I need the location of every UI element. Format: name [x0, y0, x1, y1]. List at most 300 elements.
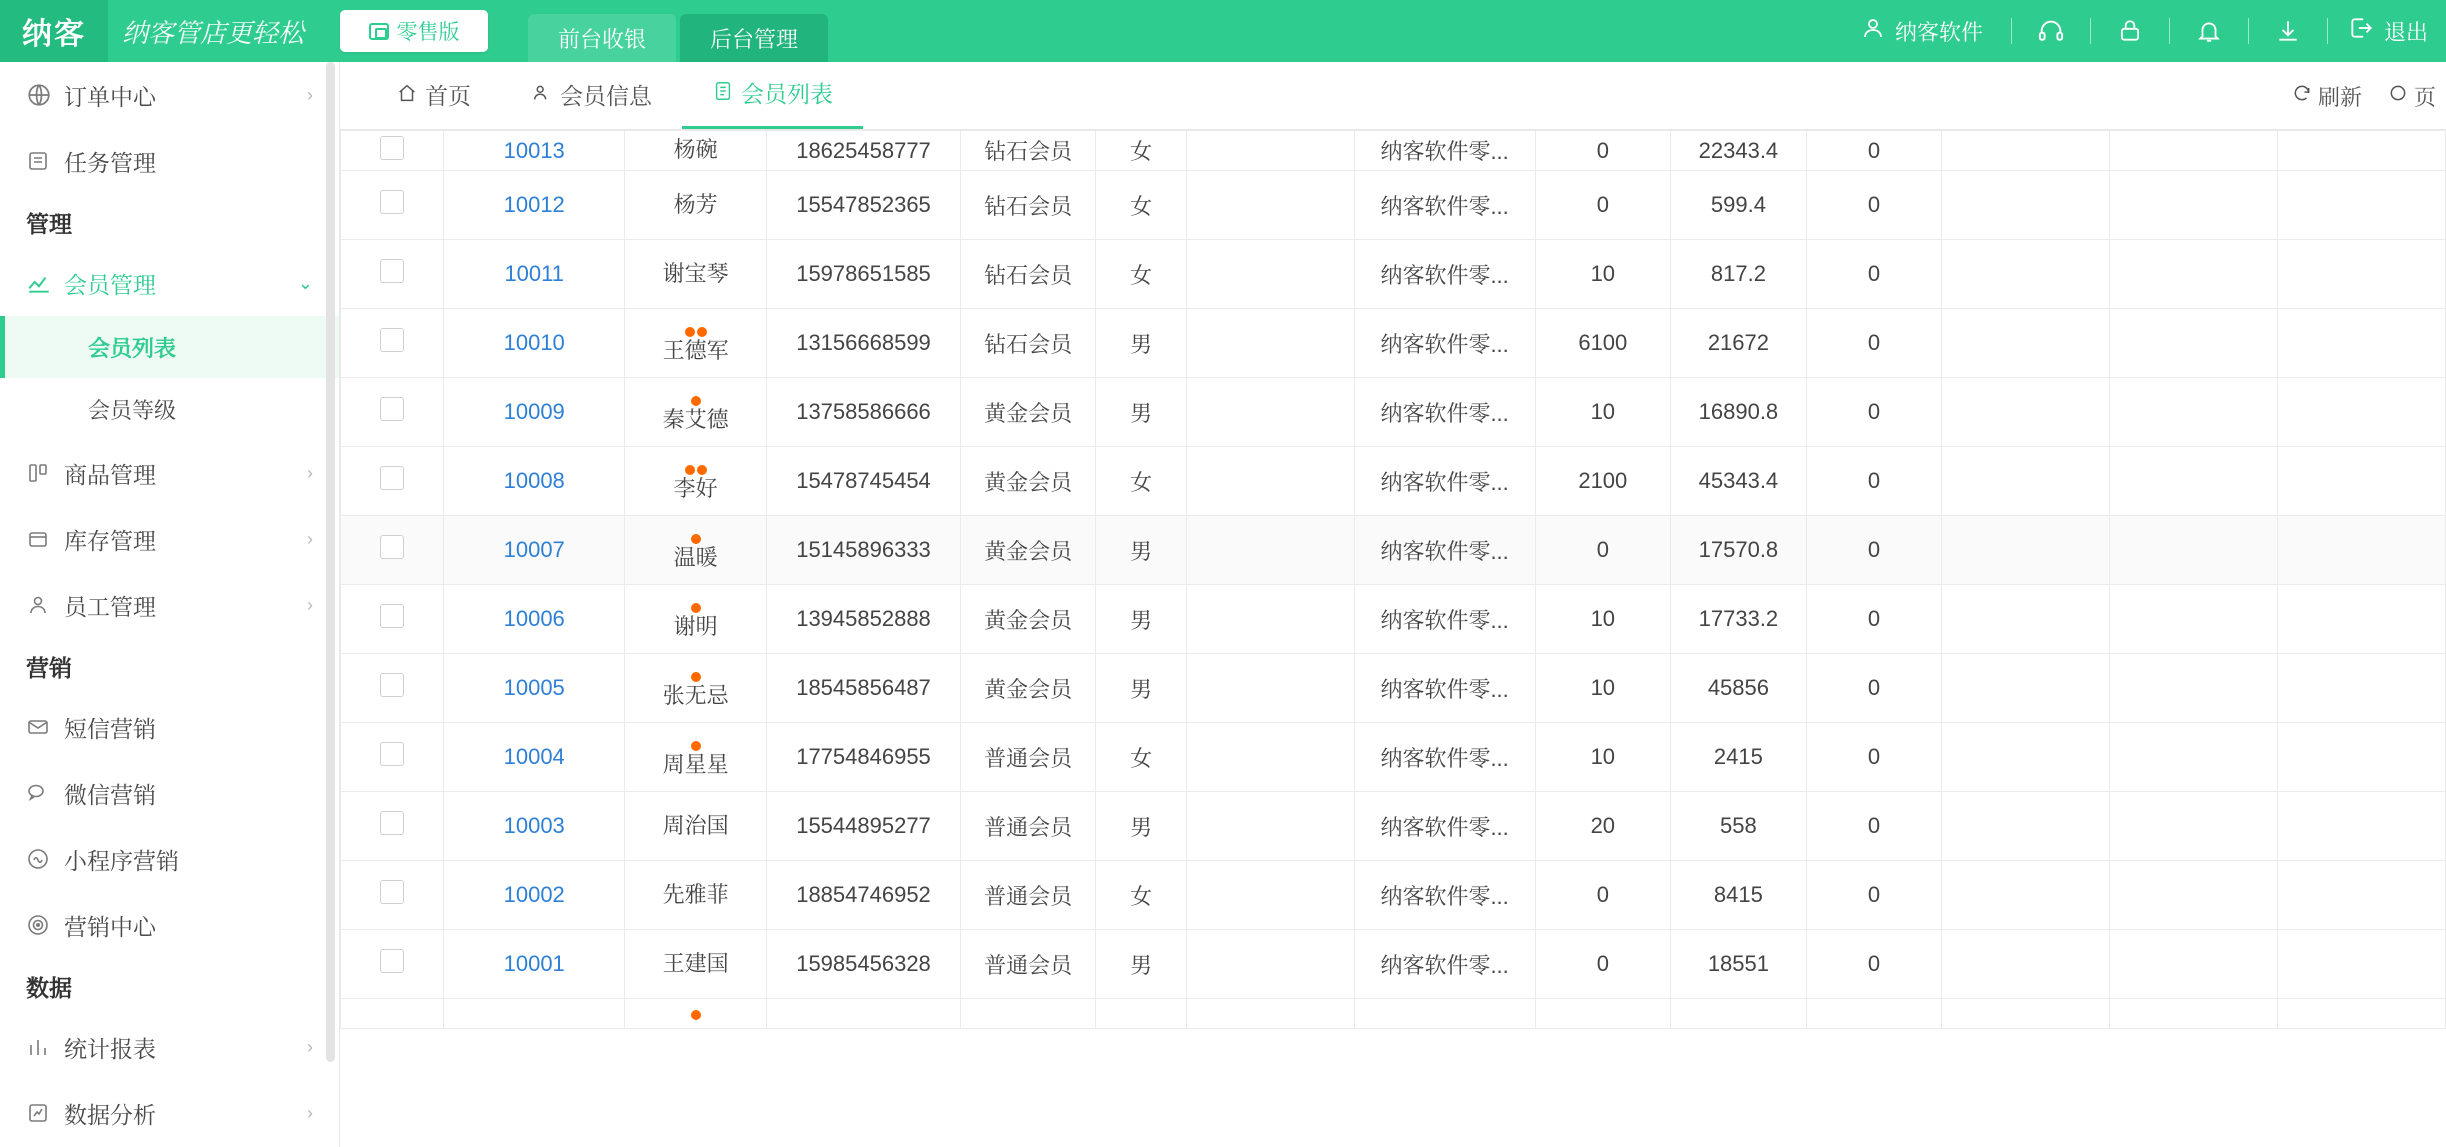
row-level [960, 999, 1096, 1029]
sidebar-item-marketing-center-label: 营销中心 [64, 913, 156, 940]
row-extra-2 [2110, 654, 2278, 723]
member-rank-dots [631, 392, 760, 406]
row-id[interactable] [444, 585, 625, 654]
row-id-link[interactable]: 10003 [503, 813, 565, 838]
row-checkbox-cell[interactable] [341, 654, 444, 723]
sidebar-item-order-center[interactable] [0, 62, 339, 128]
row-points: 20 [1535, 792, 1671, 861]
sidebar-item-sms-marketing-label: 短信营销 [64, 715, 156, 742]
row-checkbox[interactable] [380, 466, 404, 490]
bell-icon[interactable] [2182, 18, 2236, 44]
sidebar-item-member-list-label: 会员列表 [88, 335, 177, 361]
row-store: 纳客软件零... [1354, 792, 1535, 861]
table-row[interactable] [341, 447, 2446, 516]
row-checkbox-cell[interactable] [341, 447, 444, 516]
page-menu-label: 页 [2413, 84, 2436, 110]
sidebar-scrollbar[interactable] [326, 62, 335, 1062]
row-checkbox-cell[interactable] [341, 999, 444, 1029]
table-row[interactable] [341, 792, 2446, 861]
row-checkbox[interactable] [380, 190, 404, 214]
row-points: 6100 [1535, 309, 1671, 378]
chevron-right-icon-4: › [307, 594, 313, 615]
row-amount: 17570.8 [1671, 516, 1807, 585]
row-extra-3 [2278, 309, 2446, 378]
top-divider-2 [2090, 18, 2091, 44]
sidebar-item-statistics-report-label: 统计报表 [64, 1035, 156, 1062]
user-name: 纳客软件 [1894, 19, 1983, 45]
row-gender [1096, 999, 1186, 1029]
member-rank-dots [631, 737, 760, 751]
home-icon [396, 63, 418, 129]
row-checkbox-cell[interactable] [341, 792, 444, 861]
row-id-link[interactable]: 10011 [504, 261, 564, 286]
sidebar-item-member-level[interactable] [0, 378, 339, 440]
row-phone: 13945852888 [767, 585, 961, 654]
version-icon [369, 23, 389, 40]
applet-icon [26, 847, 64, 871]
row-checkbox[interactable] [380, 742, 404, 766]
row-extra-3 [2278, 792, 2446, 861]
row-name-text: 谢宝琴 [662, 260, 729, 286]
mode-tabs [528, 0, 832, 62]
table-row[interactable] [341, 378, 2446, 447]
row-zero: 0 [1806, 516, 1942, 585]
row-extra-1 [1942, 516, 2110, 585]
row-store: 纳客软件零... [1354, 171, 1535, 240]
row-name [625, 131, 767, 171]
row-id-link[interactable]: 10001 [503, 951, 565, 976]
row-phone: 15547852365 [767, 171, 961, 240]
row-gender: 女 [1096, 171, 1186, 240]
row-name [625, 654, 767, 723]
row-extra-1 [1942, 131, 2110, 171]
row-extra-3 [2278, 654, 2446, 723]
row-checkbox-cell[interactable] [341, 378, 444, 447]
row-zero: 0 [1806, 378, 1942, 447]
row-name-text: 周星星 [662, 751, 729, 777]
row-checkbox-cell[interactable] [341, 131, 444, 171]
row-zero: 0 [1806, 240, 1942, 309]
row-blank [1186, 723, 1354, 792]
row-phone: 15978651585 [767, 240, 961, 309]
row-zero: 0 [1806, 723, 1942, 792]
sidebar-item-sms-marketing[interactable] [0, 694, 339, 760]
row-gender: 男 [1096, 792, 1186, 861]
table-row[interactable] [341, 585, 2446, 654]
sidebar-item-member-management[interactable] [0, 250, 339, 316]
sidebar-item-data-analysis-label: 数据分析 [64, 1101, 156, 1128]
row-zero: 0 [1806, 171, 1942, 240]
row-checkbox[interactable] [380, 949, 404, 973]
row-extra-3 [2278, 240, 2446, 309]
row-id-link[interactable]: 10009 [503, 399, 565, 424]
row-extra-3 [2278, 930, 2446, 999]
breadcrumb-tab-member-list[interactable] [682, 63, 863, 129]
row-name-text: 王德军 [662, 337, 729, 363]
tab-backend-management[interactable] [680, 14, 828, 62]
row-checkbox-cell[interactable] [341, 723, 444, 792]
row-id[interactable] [444, 447, 625, 516]
row-points: 10 [1535, 723, 1671, 792]
row-gender: 男 [1096, 516, 1186, 585]
tab-frontend-cashier-label: 前台收银 [558, 26, 647, 52]
globe-icon [26, 82, 64, 108]
row-level: 黄金会员 [960, 516, 1096, 585]
row-id[interactable] [444, 516, 625, 585]
row-checkbox[interactable] [380, 880, 404, 904]
row-points: 0 [1535, 516, 1671, 585]
row-gender: 男 [1096, 378, 1186, 447]
breadcrumb-tab-member-info-label: 会员信息 [560, 82, 652, 109]
row-name-text: 周治国 [662, 812, 729, 838]
row-checkbox[interactable] [380, 811, 404, 835]
row-extra-2 [2110, 999, 2278, 1029]
sidebar-item-staff-management-label: 员工管理 [64, 593, 156, 620]
row-points: 0 [1535, 861, 1671, 930]
breadcrumb-tab-home-label: 首页 [425, 82, 471, 109]
member-rank-dots [631, 599, 760, 613]
row-store: 纳客软件零... [1354, 930, 1535, 999]
row-store: 纳客软件零... [1354, 378, 1535, 447]
member-table-body [341, 131, 2446, 1029]
row-blank [1186, 171, 1354, 240]
sidebar-item-task-management-label: 任务管理 [64, 149, 156, 176]
tab-backend-management-label: 后台管理 [710, 26, 799, 52]
row-extra-2 [2110, 516, 2278, 585]
row-store: 纳客软件零... [1354, 516, 1535, 585]
row-extra-1 [1942, 654, 2110, 723]
sidebar-group-data [0, 958, 339, 1014]
breadcrumb-tab-member-list-label: 会员列表 [741, 81, 833, 107]
sidebar-item-member-list[interactable] [0, 316, 339, 378]
row-checkbox[interactable] [380, 673, 404, 697]
row-level: 钻石会员 [960, 240, 1096, 309]
row-points: 10 [1535, 585, 1671, 654]
row-zero: 0 [1806, 309, 1942, 378]
row-store: 纳客软件零... [1354, 723, 1535, 792]
refresh-label: 刷新 [2317, 84, 2362, 110]
member-rank-dots [631, 530, 760, 544]
row-level: 黄金会员 [960, 378, 1096, 447]
row-phone: 15985456328 [767, 930, 961, 999]
row-checkbox-cell[interactable] [341, 240, 444, 309]
row-points: 2100 [1535, 447, 1671, 516]
row-phone: 15478745454 [767, 447, 961, 516]
row-name [625, 309, 767, 378]
table-row[interactable] [341, 654, 2446, 723]
row-blank [1186, 585, 1354, 654]
refresh-button[interactable] [2292, 81, 2362, 112]
row-extra-1 [1942, 447, 2110, 516]
row-phone: 18625458777 [767, 131, 961, 171]
row-checkbox-cell[interactable] [341, 309, 444, 378]
row-id-link[interactable]: 10013 [503, 137, 565, 163]
row-name [625, 861, 767, 930]
row-id-link[interactable]: 10010 [503, 330, 565, 355]
sidebar-item-member-management-label: 会员管理 [64, 271, 156, 298]
table-row[interactable] [341, 171, 2446, 240]
row-amount: 16890.8 [1671, 378, 1807, 447]
row-amount [1671, 999, 1807, 1029]
chevron-right-icon-6: › [307, 1102, 313, 1123]
row-id[interactable] [444, 378, 625, 447]
row-amount: 45343.4 [1671, 447, 1807, 516]
row-extra-3 [2278, 516, 2446, 585]
breadcrumb-tab-member-info[interactable] [501, 63, 682, 129]
table-row[interactable] [341, 930, 2446, 999]
table-row[interactable] [341, 309, 2446, 378]
main-content [340, 62, 2446, 1147]
sidebar-item-member-level-label: 会员等级 [88, 397, 177, 423]
row-extra-1 [1942, 930, 2110, 999]
row-gender: 女 [1096, 447, 1186, 516]
version-button-label: 零售版 [396, 21, 460, 44]
row-id[interactable] [444, 930, 625, 999]
row-id-link[interactable]: 10004 [503, 744, 565, 769]
row-extra-2 [2110, 309, 2278, 378]
app-logo [0, 0, 108, 62]
row-id[interactable] [444, 171, 625, 240]
row-points: 0 [1535, 171, 1671, 240]
table-row[interactable] [341, 723, 2446, 792]
table-row[interactable] [341, 131, 2446, 171]
row-points: 0 [1535, 131, 1671, 171]
sidebar [0, 62, 340, 1147]
sidebar-group-marketing [0, 638, 339, 694]
row-points: 0 [1535, 930, 1671, 999]
row-extra-2 [2110, 723, 2278, 792]
sidebar-item-staff-management[interactable] [0, 572, 339, 638]
row-amount: 17733.2 [1671, 585, 1807, 654]
breadcrumb [340, 62, 2446, 130]
row-id-link[interactable]: 10012 [503, 192, 565, 217]
row-level: 黄金会员 [960, 447, 1096, 516]
sidebar-item-order-center-label: 订单中心 [64, 83, 156, 110]
row-zero: 0 [1806, 861, 1942, 930]
target-icon [26, 913, 64, 937]
row-extra-2 [2110, 792, 2278, 861]
row-name-text: 秦艾德 [662, 406, 729, 432]
row-name [625, 585, 767, 654]
sidebar-group-marketing-label: 营销 [26, 654, 72, 681]
row-blank [1186, 131, 1354, 171]
row-extra-3 [2278, 585, 2446, 654]
row-checkbox-cell[interactable] [341, 930, 444, 999]
sidebar-group-management-label: 管理 [26, 210, 72, 237]
sidebar-item-applet-marketing[interactable] [0, 826, 339, 892]
row-extra-3 [2278, 447, 2446, 516]
row-blank [1186, 378, 1354, 447]
row-extra-2 [2110, 131, 2278, 171]
sidebar-group-data-label: 数据 [26, 974, 72, 1001]
row-id-link[interactable]: 10007 [503, 537, 565, 562]
row-checkbox-cell[interactable] [341, 516, 444, 585]
row-extra-3 [2278, 999, 2446, 1029]
row-points: 10 [1535, 654, 1671, 723]
row-checkbox[interactable] [380, 136, 404, 160]
row-name-text: 李好 [673, 475, 718, 501]
row-name [625, 447, 767, 516]
row-id-link[interactable]: 10002 [503, 882, 565, 907]
member-table [340, 130, 2446, 1029]
row-store: 纳客软件零... [1354, 654, 1535, 723]
row-checkbox-cell[interactable] [341, 171, 444, 240]
row-checkbox[interactable] [380, 604, 404, 628]
row-store: 纳客软件零... [1354, 861, 1535, 930]
row-extra-2 [2110, 240, 2278, 309]
row-gender: 男 [1096, 654, 1186, 723]
sidebar-item-inventory-management[interactable] [0, 506, 339, 572]
table-row[interactable] [341, 999, 2446, 1029]
top-divider-3 [2169, 18, 2170, 44]
row-points: 10 [1535, 240, 1671, 309]
row-extra-2 [2110, 585, 2278, 654]
row-phone: 13156668599 [767, 309, 961, 378]
row-amount: 21672 [1671, 309, 1807, 378]
row-phone: 18545856487 [767, 654, 961, 723]
row-checkbox[interactable] [380, 535, 404, 559]
row-id[interactable] [444, 723, 625, 792]
row-phone: 13758586666 [767, 378, 961, 447]
chevron-down-icon: ⌄ [297, 272, 313, 293]
row-gender: 女 [1096, 240, 1186, 309]
row-name-text: 先雅菲 [662, 881, 729, 907]
row-name [625, 999, 767, 1029]
chevron-right-icon-3: › [307, 528, 313, 549]
row-amount: 558 [1671, 792, 1807, 861]
row-extra-2 [2110, 447, 2278, 516]
sidebar-item-data-analysis[interactable] [0, 1080, 339, 1146]
member-rank-dots [631, 1006, 760, 1020]
row-amount: 45856 [1671, 654, 1807, 723]
row-extra-2 [2110, 930, 2278, 999]
wechat-icon [26, 781, 64, 805]
row-level: 普通会员 [960, 723, 1096, 792]
sidebar-item-statistics-report[interactable] [0, 1014, 339, 1080]
row-points: 10 [1535, 378, 1671, 447]
lock-icon[interactable] [2103, 18, 2157, 44]
row-name [625, 378, 767, 447]
list-icon [712, 61, 734, 127]
row-extra-3 [2278, 723, 2446, 792]
row-extra-2 [2110, 861, 2278, 930]
row-checkbox[interactable] [380, 397, 404, 421]
sidebar-item-product-management[interactable] [0, 440, 339, 506]
row-zero: 0 [1806, 654, 1942, 723]
row-zero: 0 [1806, 131, 1942, 171]
top-bar-right [1845, 0, 2446, 62]
row-amount: 18551 [1671, 930, 1807, 999]
row-id[interactable] [444, 654, 625, 723]
row-amount: 22343.4 [1671, 131, 1807, 171]
tab-frontend-cashier[interactable] [528, 14, 676, 62]
member-table-area [340, 130, 2446, 1147]
row-name [625, 792, 767, 861]
row-id[interactable] [444, 309, 625, 378]
row-amount: 2415 [1671, 723, 1807, 792]
member-rank-dots [631, 461, 760, 475]
row-blank [1186, 240, 1354, 309]
row-id-link[interactable]: 10006 [503, 606, 565, 631]
top-divider-4 [2248, 18, 2249, 44]
logout-icon [2348, 15, 2374, 47]
download-icon[interactable] [2261, 18, 2315, 44]
row-level: 钻石会员 [960, 131, 1096, 171]
sidebar-item-marketing-center[interactable] [0, 892, 339, 958]
row-id[interactable] [444, 861, 625, 930]
row-extra-3 [2278, 378, 2446, 447]
sidebar-item-task-management[interactable] [0, 128, 339, 194]
doc-icon [26, 149, 64, 173]
row-extra-1 [1942, 378, 2110, 447]
row-name [625, 240, 767, 309]
row-store: 纳客软件零... [1354, 447, 1535, 516]
row-extra-1 [1942, 999, 2110, 1029]
version-button[interactable] [340, 10, 488, 52]
member-icon [531, 63, 553, 129]
row-name-text: 杨碗 [673, 137, 718, 163]
row-gender: 女 [1096, 861, 1186, 930]
app-slogan: 纳客管店更轻松 [122, 18, 305, 48]
headset-icon[interactable] [2024, 17, 2078, 45]
page-menu-button[interactable] [2388, 81, 2436, 112]
grid-icon [26, 461, 64, 485]
row-blank [1186, 861, 1354, 930]
row-extra-1 [1942, 861, 2110, 930]
user-chip[interactable] [1845, 16, 1999, 47]
row-name [625, 171, 767, 240]
page-icon [2388, 83, 2408, 109]
row-extra-1 [1942, 171, 2110, 240]
row-checkbox[interactable] [380, 259, 404, 283]
table-row[interactable] [341, 516, 2446, 585]
table-row[interactable] [341, 861, 2446, 930]
row-name [625, 930, 767, 999]
row-id-link[interactable]: 10005 [503, 675, 565, 700]
row-blank [1186, 516, 1354, 585]
table-row[interactable] [341, 240, 2446, 309]
user-icon [1861, 16, 1885, 46]
row-id[interactable] [444, 792, 625, 861]
sidebar-item-product-management-label: 商品管理 [64, 461, 156, 488]
row-phone: 18854746952 [767, 861, 961, 930]
row-blank [1186, 930, 1354, 999]
row-checkbox[interactable] [380, 328, 404, 352]
logout-button[interactable] [2340, 15, 2438, 47]
row-extra-1 [1942, 792, 2110, 861]
row-id[interactable] [444, 240, 625, 309]
row-store: 纳客软件零... [1354, 309, 1535, 378]
sidebar-item-wechat-marketing[interactable] [0, 760, 339, 826]
row-id[interactable] [444, 131, 625, 171]
row-id[interactable] [444, 999, 625, 1029]
top-divider-5 [2327, 18, 2328, 44]
row-checkbox-cell[interactable] [341, 585, 444, 654]
member-rank-dots [631, 323, 760, 337]
row-level: 黄金会员 [960, 654, 1096, 723]
row-blank [1186, 654, 1354, 723]
row-extra-3 [2278, 171, 2446, 240]
row-name-text: 杨芳 [673, 191, 718, 217]
breadcrumb-tab-home[interactable] [366, 63, 501, 129]
bars-icon [26, 1035, 64, 1059]
row-amount: 599.4 [1671, 171, 1807, 240]
analysis-icon [26, 1101, 64, 1125]
row-name-text: 张无忌 [662, 682, 729, 708]
row-checkbox-cell[interactable] [341, 861, 444, 930]
row-level: 黄金会员 [960, 585, 1096, 654]
row-id-link[interactable]: 10008 [503, 468, 565, 493]
